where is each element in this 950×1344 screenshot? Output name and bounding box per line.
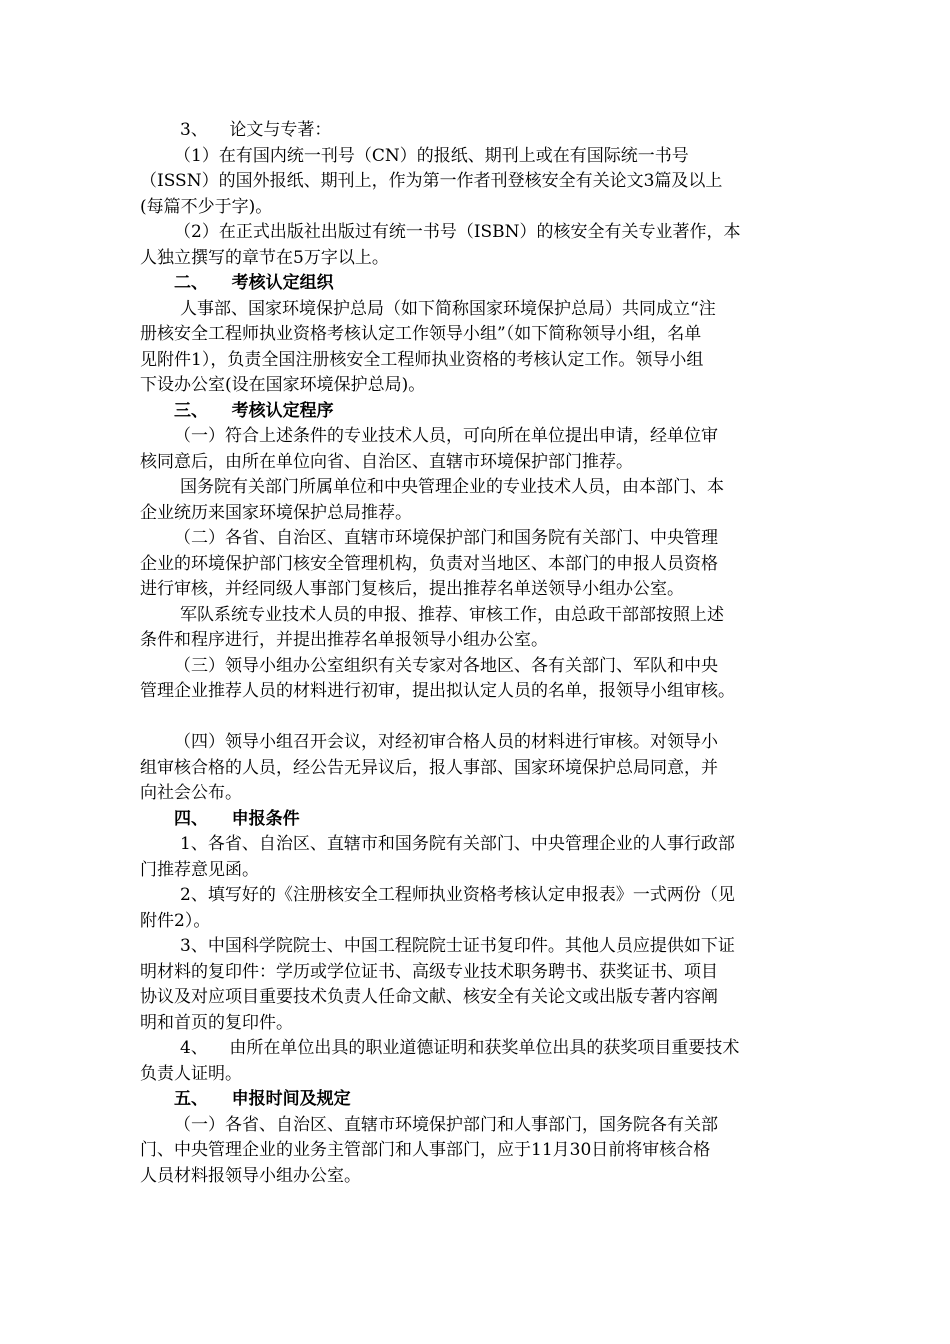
text-line: 册核安全工程师执业资格考核认定工作领导小组”（如下简称领导小组，名单 bbox=[140, 324, 702, 344]
paragraph bbox=[140, 603, 820, 654]
paragraph-gap bbox=[140, 705, 820, 731]
text-line: 人员材料报领导小组办公室。 bbox=[140, 1165, 361, 1186]
text-line: 国务院有关部门所属单位和中央管理企业的专业技术人员，由本部门、本 bbox=[180, 477, 724, 497]
text-line: 3、中国科学院院士、中国工程院院士证书复印件。其他人员应提供如下证 bbox=[180, 936, 735, 956]
text-line: 管理企业推荐人员的材料进行初审，提出拟认定人员的名单，报领导小组审核。 bbox=[140, 681, 735, 701]
heading-text: 四、 申报条件 bbox=[174, 808, 300, 829]
heading-text: 三、 考核认定程序 bbox=[174, 400, 334, 421]
text-line: (每篇不少于字)。 bbox=[140, 196, 273, 217]
text-line: （2）在正式出版社出版过有统一书号（ISBN）的核安全有关专业著作，本 bbox=[174, 222, 741, 242]
text-line: 2、填写好的《注册核安全工程师执业资格考核认定申报表》一式两份（见 bbox=[180, 885, 735, 905]
heading-text: 二、 考核认定组织 bbox=[174, 273, 334, 293]
text-line: 协议及对应项目重要技术负责人任命文献、核安全有关论文或出版专著内容阐 bbox=[140, 987, 718, 1007]
text-line: 1、各省、自治区、直辖市和国务院有关部门、中央管理企业的人事行政部 bbox=[180, 834, 735, 854]
paragraph bbox=[140, 144, 820, 221]
paragraph bbox=[140, 730, 820, 807]
paragraph bbox=[140, 475, 820, 526]
text-line: 人独立撰写的章节在5万字以上。 bbox=[140, 247, 389, 268]
paragraph bbox=[140, 832, 820, 883]
text-line: 3、 论文与专著： bbox=[180, 120, 332, 140]
text-line: 条件和程序进行，并提出推荐名单报领导小组办公室。 bbox=[140, 630, 548, 650]
document-body bbox=[140, 118, 820, 1189]
paragraph bbox=[140, 934, 820, 1036]
text-line: 核同意后，由所在单位向省、自治区、直辖市环境保护部门推荐。 bbox=[140, 451, 633, 472]
text-line: 向社会公布。 bbox=[140, 783, 242, 803]
text-line: （四）领导小组召开会议，对经初审合格人员的材料进行审核。对领导小 bbox=[174, 732, 718, 752]
text-line: 企业的环境保护部门核安全管理机构，负责对当地区、本部门的申报人员资格 bbox=[140, 553, 718, 574]
text-line: （ISSN）的国外报纸、期刊上，作为第一作者刊登核安全有关论文3篇及以上 bbox=[140, 171, 723, 191]
paragraph bbox=[140, 297, 820, 399]
text-line: 人事部、国家环境保护总局（如下简称国家环境保护总局）共同成立“注 bbox=[180, 298, 716, 319]
text-line: （二）各省、自治区、直辖市环境保护部门和国务院有关部门、中央管理 bbox=[174, 528, 718, 548]
text-line: 明材料的复印件：学历或学位证书、高级专业技术职务聘书、获奖证书、项目 bbox=[140, 961, 718, 982]
paragraph bbox=[140, 1113, 820, 1190]
paragraph bbox=[140, 220, 820, 271]
paragraph bbox=[140, 654, 820, 705]
text-line: （1）在有国内统一刊号（CN）的报纸、期刊上或在有国际统一书号 bbox=[174, 145, 689, 166]
section-heading bbox=[140, 271, 820, 297]
paragraph bbox=[140, 883, 820, 934]
paragraph bbox=[140, 1036, 820, 1087]
text-line: 下设办公室(设在国家环境保护总局)。 bbox=[140, 375, 426, 395]
text-line: 企业统历来国家环境保护总局推荐。 bbox=[140, 502, 412, 523]
text-line: 门、中央管理企业的业务主管部门和人事部门，应于11月30日前将审核合格 bbox=[140, 1140, 711, 1160]
text-line: 见附件1），负责全国注册核安全工程师执业资格的考核认定工作。领导小组 bbox=[140, 349, 704, 370]
text-line: 负责人证明。 bbox=[140, 1063, 242, 1084]
section-heading bbox=[140, 1087, 820, 1113]
text-line: 军队系统专业技术人员的申报、推荐、审核工作，由总政干部部按照上述 bbox=[180, 604, 724, 625]
text-line: 明和首页的复印件。 bbox=[140, 1012, 293, 1033]
text-line: 组审核合格的人员，经公告无异议后，报人事部、国家环境保护总局同意，并 bbox=[140, 757, 718, 778]
paragraph bbox=[140, 526, 820, 603]
section-heading bbox=[140, 399, 820, 425]
paragraph bbox=[140, 118, 820, 144]
text-line: 4、 由所在单位出具的职业道德证明和获奖单位出具的获奖项目重要技术 bbox=[180, 1038, 740, 1058]
text-line: （一）各省、自治区、直辖市环境保护部门和人事部门，国务院各有关部 bbox=[174, 1114, 718, 1135]
paragraph bbox=[140, 424, 820, 475]
text-line: 附件2）。 bbox=[140, 910, 211, 931]
section-heading bbox=[140, 807, 820, 833]
text-line: （一）符合上述条件的专业技术人员，可向所在单位提出申请，经单位审 bbox=[174, 426, 718, 446]
heading-text: 五、 申报时间及规定 bbox=[174, 1089, 351, 1109]
text-line: 进行审核，并经同级人事部门复核后，提出推荐名单送领导小组办公室。 bbox=[140, 579, 684, 599]
text-line: （三）领导小组办公室组织有关专家对各地区、各有关部门、军队和中央 bbox=[174, 655, 718, 676]
text-line: 门推荐意见函。 bbox=[140, 859, 259, 880]
